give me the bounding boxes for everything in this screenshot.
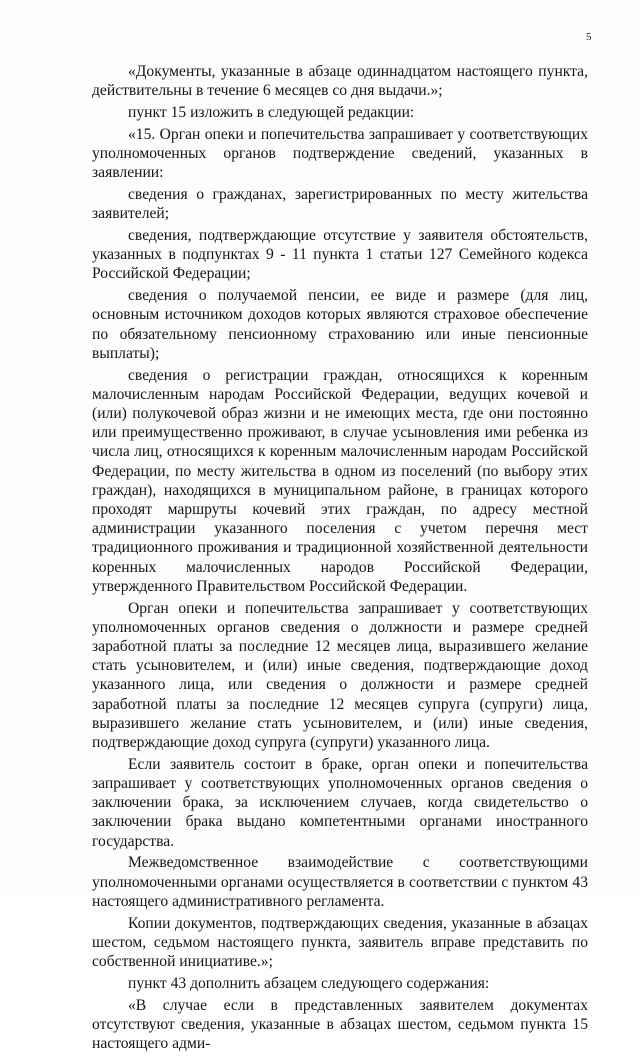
paragraph-interagency: Межведомственное взаимодействие с соответствующими уполномоченными органами осуществляется в соответствии с пунктом 43 настоящего административного регламента.: [92, 854, 588, 910]
page-number: 5: [586, 31, 592, 43]
paragraph-pension-info: сведения о получаемой пенсии, ее виде и размере (для лиц, основным источником доходов которых являются страховое обеспечение по обязательному пенсионному страхованию или иные пенсионные выплаты);: [92, 287, 588, 362]
paragraph-item-43-intro: пункт 43 дополнить абзацем следующего содержания:: [128, 974, 490, 992]
paragraph-registered-citizens: сведения о гражданах, зарегистрированных по месту жительства заявителей;: [92, 186, 588, 223]
paragraph-indigenous-registration: сведения о регистрации граждан, относящихся к коренным малочисленным народам Российской Федерации, ведущих кочевой и (или) полукочевой образ жизни и не имеющих места, где они постоянно или преимущественно проживают, в случае усыновления ими ребенка из числа лиц, относящихся к коренным малочисленным народам Российской Федерации, по месту жительства в одном из поселений (по выбору этих граждан), находящихся в муниципальном районе, в границах которого проходят маршруты кочевий этих граждан, по адресу местной администрации указанного поселения с учетом перечня мест традиционного проживания и традиционной хозяйственной деятельности коренных малочисленных народов Российской Федерации, утвержденного Правительством Российской Федерации.: [92, 366, 588, 595]
paragraph-copies-initiative: Копии документов, подтверждающих сведения, указанные в абзацах шестом, седьмом настоящего пункта, заявитель вправе представить по собственной инициативе.»;: [92, 914, 588, 971]
paragraph-item-15-text: «15. Орган опеки и попечительства запрашивает у соответствующих уполномоченных органов подтверждение сведений, указанных в заявлении:: [92, 125, 588, 182]
paragraph-item-15-intro: пункт 15 изложить в следующей редакции:: [128, 104, 415, 121]
paragraph-item-43-text: «В случае если в представленных заявителем документах отсутствуют сведения, указанные в абзацах шестом, седьмом пункта 15 настоящего адми-: [92, 996, 588, 1053]
paragraph-absence-circumstances: сведения, подтверждающие отсутствие у заявителя обстоятельств, указанных в подпунктах 9 - 11 пункта 1 статьи 127 Семейного кодекса Российской Федерации;: [92, 227, 588, 283]
document-body: [92, 62, 588, 1056]
paragraph-documents-validity: «Документы, указанные в абзаце одиннадцатом настоящего пункта, действительны в течение 6 месяцев со дня выдачи.»;: [92, 63, 588, 100]
paragraph-marriage-info: Если заявитель состоит в браке, орган опеки и попечительства запрашивает у соответствующих уполномоченных органов сведения о заключении брака, за исключением случаев, когда свидетельство о заключении брака выдано компетентными органами иностранного государства.: [92, 755, 588, 850]
paragraph-salary-info: Орган опеки и попечительства запрашивает у соответствующих уполномоченных органов сведения о должности и размере средней заработной платы за последние 12 месяцев лица, выразившего желание стать усыновителем, и (или) иные сведения, подтверждающие доход указанного лица, или сведения о должности и размере средней заработной платы за последние 12 месяцев супруга (супруги) лица, выразившего желание стать усыновителем, и (или) иные сведения, подтверждающие доход супруга (супруги) указанного лица.: [92, 599, 588, 752]
